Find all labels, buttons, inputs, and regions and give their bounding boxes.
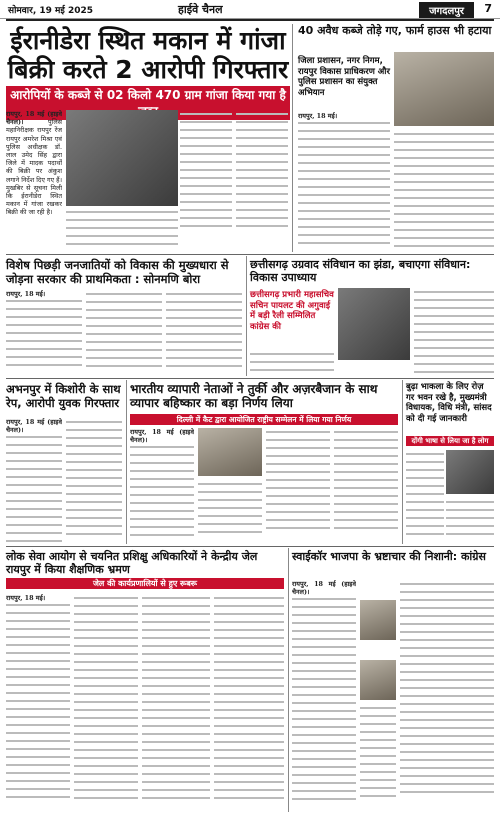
story3-dateline: रायपुर, 18 मई।	[6, 290, 46, 298]
story4-headline: छत्तीसगढ़ उग्रवाद संविधान का झंडा, बचाएगा संविधान: विकास उपाध्याय	[250, 258, 471, 284]
issue-date: सोमवार, 19 मई 2025	[8, 6, 94, 16]
story2-photo	[394, 52, 494, 126]
story8-body-col2	[74, 594, 138, 810]
story5-body-col1	[6, 418, 62, 542]
column-divider	[246, 256, 247, 376]
row-divider	[6, 546, 494, 547]
story8-body-col3	[142, 594, 210, 810]
newspaper-brand: हाईवे चैनल	[178, 3, 223, 16]
story2-headline: 40 अवैध कब्जे तोड़े गए, फार्म हाउस भी हटाया	[298, 24, 492, 37]
story2-dateline: रायपुर, 18 मई।	[298, 112, 338, 120]
story2-body-col2	[394, 130, 494, 250]
story6-body-col1	[130, 428, 194, 542]
story6-body-col2	[198, 480, 262, 542]
column-divider	[288, 548, 289, 812]
story6-dateline: रायपुर, 18 मई (हाइवे चैनल)।	[130, 428, 194, 445]
story6-body-col3	[266, 428, 330, 542]
story1-kicker: आरोपियों के कब्जे से 02 किलो 470 ग्राम गांजा किया गया है	[6, 86, 290, 120]
story1-body-col2	[66, 208, 178, 246]
story7-body-col1	[406, 450, 444, 542]
story9-body-col1	[292, 580, 356, 810]
story5-body-col2	[66, 418, 122, 542]
story8-headline: लोक सेवा आयोग से चयनित प्रशिक्षु अधिकारियों ने केन्द्रीय जेल रायपुर में किया शैक्षणिक भ्रमण	[6, 550, 258, 576]
column-divider	[126, 380, 127, 544]
story7-body-col2	[446, 498, 494, 542]
story1-body-col1	[6, 110, 62, 240]
story1-body-col4	[236, 110, 288, 240]
page-number: 7	[484, 2, 492, 15]
story8-kicker: जेल की कार्यप्रणालियों से हुए रूबरू	[6, 578, 284, 589]
story4-body-col1	[250, 350, 334, 376]
story6-photo	[198, 428, 262, 476]
story1-headline-line1: ईरानीडेरा स्थित मकान में गांजा	[10, 26, 286, 55]
story6-body-col4	[334, 428, 398, 542]
story8-body-col1	[6, 594, 70, 810]
story4-subhead: छत्तीसगढ़ प्रभारी महासचिव सचिन पायलट की अगुवाई में बड़ी रैली सम्मिलित कांग्रेस की	[250, 290, 334, 332]
story9-body-col3	[400, 580, 494, 810]
story5-dateline: रायपुर, 18 मई (हाइवे चैनल)।	[6, 418, 62, 435]
masthead-rule	[6, 19, 494, 21]
story9-dateline: रायपुर, 18 मई (हाइवे चैनल)।	[292, 580, 356, 597]
story1-dateline: रायपुर, 18 मई (हाइवे चैनल)।	[6, 110, 62, 127]
story9-photo-2	[360, 660, 396, 700]
story7-photo	[446, 450, 494, 494]
story5-headline: अभनपुर में किशोरी के साथ रेप, आरोपी युवक गिरफ्तार	[6, 382, 121, 410]
story3-headline: विशेष पिछड़ी जनजातियों को विकास की मुख्यधारा से जोड़ना सरकार की प्राथमिकता : सोनमणि बोरा	[6, 258, 229, 286]
story8-dateline: रायपुर, 18 मई।	[6, 594, 46, 602]
row-divider	[6, 378, 494, 379]
story2	[298, 24, 494, 37]
story4-photo	[338, 288, 410, 360]
story9-body-col2	[360, 704, 396, 810]
row-divider	[6, 254, 494, 255]
story6-kicker: दिल्ली में कैट द्वारा आयोजित राष्ट्रीय सम्मेलन में लिया गया निर्णय	[130, 414, 398, 425]
story2-subhead: जिला प्रशासन, नगर निगम, रायपुर विकास प्राधिकरण और पुलिस प्रशासन का संयुक्त अभियान	[298, 56, 390, 98]
story7-subhead: दोंगी भाषा से लिया जा है लोग	[406, 436, 494, 446]
story1-photo	[66, 110, 178, 206]
column-divider	[402, 380, 403, 544]
story8-body-col4	[214, 594, 284, 810]
story9-photo-1	[360, 600, 396, 640]
story1-headline-line2: बिक्री करते 2 आरोपी गिरफ्तार	[7, 55, 289, 84]
story1-body: पुलिस महानिरीक्षक रायपुर रेंज रायपुर अमरेश मिश्रा एवं पुलिस अधीक्षक डॉ. लाल उमेद सिंह द्वारा जिले में मादक पदार्थों की बिक्री पर अंकुश लगाने निर्देश दिए गए हैं। मुखबिर से सूचना मिली कि ईरानीडेरा स्थित मकान में गांजा रखकर बिक्री की जा रही है।	[6, 118, 62, 217]
story9-headline: स्वाईकॉर भाजपा के भ्रष्टाचार की निशानी: कांग्रेस	[292, 550, 486, 563]
story1	[6, 26, 290, 120]
story1-body-col3	[180, 110, 232, 240]
story2-body-col1	[298, 112, 390, 250]
story6-headline: भारतीय व्यापारी नेताओं ने तुर्की और अज़रबैजान के साथ व्यापार बहिष्कार का बड़ा निर्णय लिया	[130, 382, 378, 410]
story7-headline: बुढ़ा भाकला के लिए रोज़ गर भवन रखे है, मुख्यमंत्री विधायक, विधि मंत्री, सांसद को दी गई जानकारी	[406, 382, 492, 424]
story3-body-col2	[86, 290, 162, 370]
story3-body-col1	[6, 290, 82, 370]
story3-body-col3	[166, 290, 242, 370]
story4-body-col3	[414, 288, 494, 376]
edition-city: जगदलपुर	[419, 2, 474, 18]
column-divider	[292, 24, 293, 252]
